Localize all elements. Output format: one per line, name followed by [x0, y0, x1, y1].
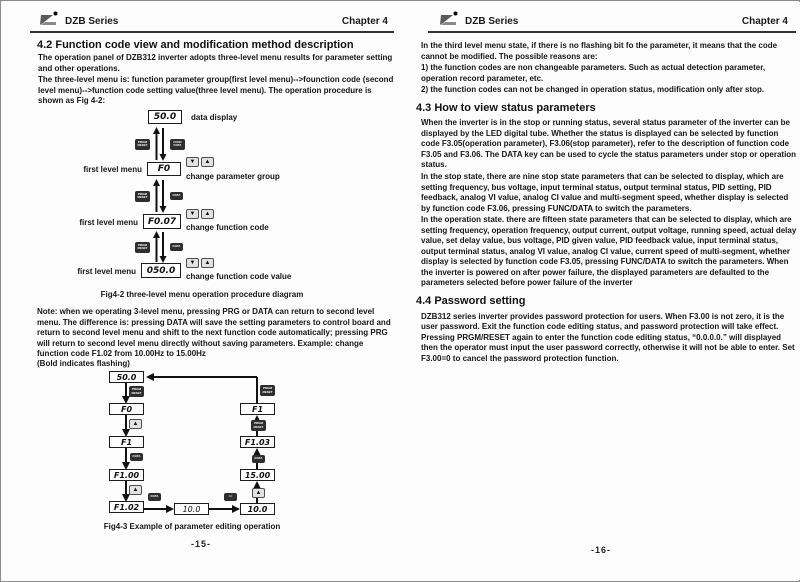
list-item: 2) the function codes can not be changed in operation status, modification only after stop.	[421, 85, 765, 95]
paragraph: DZB312 series inverter provides password protection for users. When F3.00 is not zero, it is the user password. Exit the function code editing status, and password protection will take effect. Pressing PRGM/RESET again to enter the function code editing status, “0.0.0.0.” will displayed then the operator must input the user password correctly, otherwise it will not be able to enter. Set F3.00=0 to cancel the password protection function.	[421, 311, 795, 363]
down-key: ▼	[186, 157, 199, 167]
paragraph: The three-level menu is: function parameter group(first level menu)-->founction code (second level menu)-->function code setting value(three level menu). The operation procedure is shown as Fig 4-2:	[38, 75, 394, 106]
brand-logo-icon	[38, 10, 61, 28]
up-down-arrows-icon	[152, 127, 168, 161]
header-rule	[428, 31, 796, 33]
brand-logo-icon	[438, 10, 461, 28]
row-caption: change function code	[186, 223, 269, 232]
up-key: ▲	[129, 485, 142, 495]
brand-title: DZB Series	[465, 16, 519, 27]
menu-transition-connector	[135, 230, 183, 264]
page-right	[402, 2, 800, 580]
prgm-reset-key: PRGM RESET	[251, 420, 266, 431]
up-key: ▲	[252, 488, 265, 498]
down-key: ▼	[186, 209, 199, 219]
lcd-box-50: 50.0	[109, 371, 144, 383]
menu-level-label: first level menu	[83, 165, 142, 174]
row-caption: change function code value	[186, 272, 292, 281]
lcd-box-f102: F1.02	[109, 501, 144, 513]
header-rule	[30, 31, 394, 33]
row-caption: change parameter group	[186, 172, 280, 181]
shift-key: >>	[224, 493, 237, 501]
data-key: DATA	[252, 455, 265, 463]
data-key: DATA	[148, 493, 161, 501]
chapter-label: Chapter 4	[341, 16, 388, 27]
menu-transition-connector	[135, 178, 183, 214]
fig43-caption: Fig4-3 Example of parameter editing operation	[103, 522, 281, 531]
paragraph: The operation panel of DZB312 inverter adopts three-level menu results for parameter setting and other operations.	[38, 53, 393, 73]
menu-level-label: first level menu	[77, 267, 136, 276]
data-key: DATA	[170, 243, 183, 251]
menu-level-label: first level menu	[79, 218, 138, 227]
prgm-reset-key: PRGM RESET	[135, 191, 150, 202]
note-bold-flashing: (Bold indicates flashing)	[37, 359, 130, 368]
lcd-box-f1: F1	[109, 436, 144, 448]
list-item: 1) the function codes are non changeable parameters. Such as actual detection parameter, operation record parameter, etc.	[421, 63, 766, 83]
lcd-display-f0: F0	[147, 162, 181, 176]
lcd-box-f1-right: F1	[240, 403, 275, 415]
menu-transition-connector	[135, 126, 185, 162]
page-left	[2, 2, 400, 580]
prgm-reset-key: PRGM RESET	[135, 242, 150, 253]
lcd-box-f103: F1.03	[240, 436, 275, 448]
paragraph: In the third level menu state, if there is no flashing bit fo the parameter, it means that the code cannot be modified. The possible reasons are:	[421, 41, 778, 61]
lcd-box-10-right: 10.0	[240, 503, 275, 515]
paragraph: In the stop state, there are nine stop state parameters that can be selected to display, which are setting frequency, bus voltage, input terminal status, output terminal status, PID setting, PID feedback, analog VI value, analog CI value and multi-segment speed, whether display is selected by function code F3.06, pressing FUNC/DATA to switch the parameters.	[421, 171, 789, 213]
up-key: ▲	[201, 258, 214, 268]
lcd-display-data: 50.0	[148, 110, 182, 124]
brand-title: DZB Series	[65, 16, 119, 27]
prgm-reset-key: PRGM RESET	[135, 139, 150, 150]
page-number-right: -16-	[590, 545, 611, 555]
prgm-reset-key: PRGM RESET	[260, 385, 275, 396]
lcd-box-1500: 15.00	[240, 469, 275, 481]
up-key: ▲	[129, 419, 142, 429]
data-key: DATA	[170, 192, 183, 200]
up-down-arrows-icon	[152, 231, 168, 263]
display-caption: data display	[191, 113, 238, 122]
lcd-display-0500: 050.0	[141, 263, 181, 278]
paragraph: When the inverter is in the stop or running status, several status parameter of the inverter can be displayed by the LED digital tube. Whether the status is displayed can be selected by function code F3.05(operation parameter), F3.06(stop parameter), refer to the description of function code F3.05 and F3.06. The DATA key can be used to cycle the status parameters under stop or operation status.	[421, 118, 797, 170]
prgm-reset-key: PRGM RESET	[129, 386, 144, 397]
up-down-arrows-icon	[152, 179, 168, 213]
paragraph: In the operation state. there are fifteen state parameters that can be selected to display, which are setting frequency, operation frequency, output current, output voltage, running speed, actual delay value, set delay value, bus voltage, PID given value, PID feedback value, input terminal status, output terminal status, analog VI value, analog CI value, current speed of multi-segment, whether display is selected by function code F3.05, pressing FUNC/DATA to switch the parameters. When the inverter is powered on after power failure, the displayed parameters are defaulted to the parameters selected before power failure of the inverter	[421, 215, 797, 288]
data-key: DATA	[130, 453, 143, 461]
up-key: ▲	[201, 157, 214, 167]
func-data-key: FUNC DATA	[170, 139, 185, 150]
section-4-4-title: 4.4 Password setting	[416, 295, 526, 307]
note-paragraph: Note: when we operating 3-level menu, pressing PRG or DATA can return to second level menu. The difference is: pressing DATA will save the setting parameters to control board and return to second level menu and shift to the next function code automatically; pressing PRG will return to second level menu directly without saving parameters. Example: change function code F1.02 from 10.00Hz to 15.00Hz	[37, 307, 391, 359]
up-key: ▲	[201, 209, 214, 219]
lcd-display-f007: F0.07	[143, 214, 181, 229]
down-key: ▼	[186, 258, 199, 268]
page-number-left: -15-	[190, 539, 211, 549]
lcd-box-f0: F0	[109, 403, 144, 415]
fig42-caption: Fig4-2 three-level menu operation procedure diagram	[100, 290, 304, 299]
right-page-body	[416, 41, 799, 365]
section-4-3-title: 4.3 How to view status parameters	[416, 101, 596, 114]
lcd-box-10-mid: 10.0	[174, 503, 209, 515]
chapter-label: Chapter 4	[741, 16, 788, 27]
section-4-2-title: 4.2 Function code view and modification method description	[37, 39, 354, 51]
lcd-box-f100: F1.00	[109, 469, 144, 481]
